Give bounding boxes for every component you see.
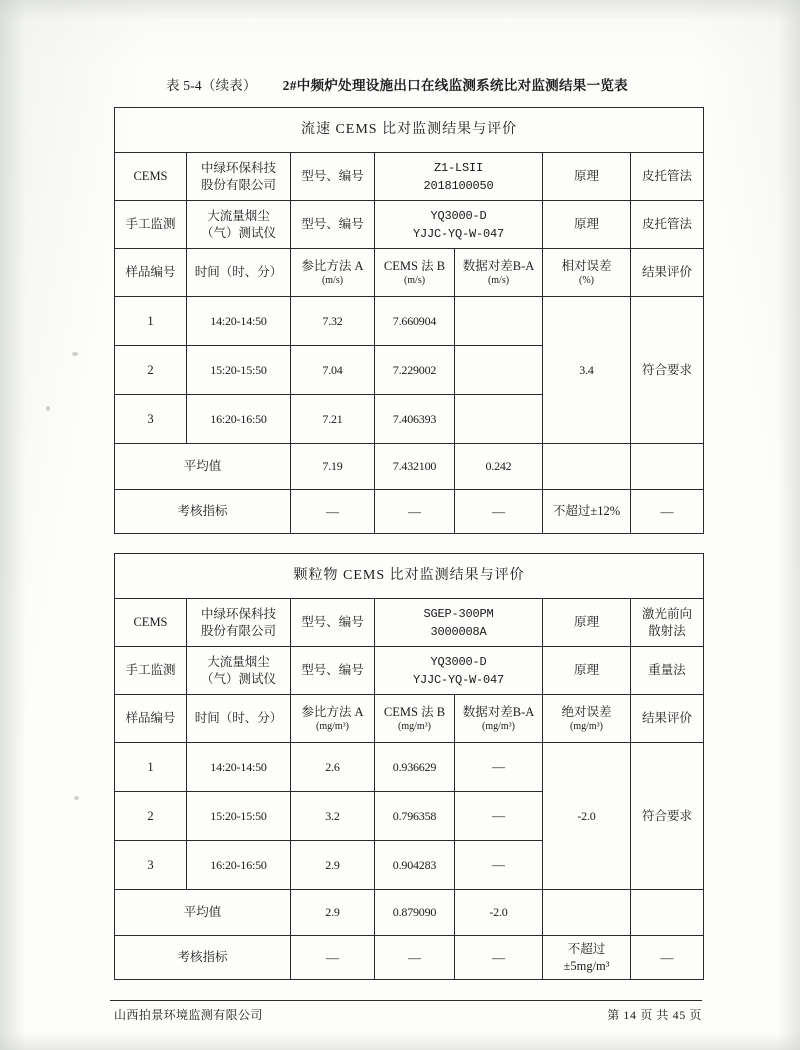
assessment-evaluation: — (631, 490, 704, 534)
col-header-method-b-unit: (mg/m³) (398, 720, 431, 732)
col-header-method-a (291, 249, 375, 297)
cems-principle-value (631, 599, 704, 647)
manual-device (187, 647, 291, 695)
col-header-diff (455, 249, 543, 297)
col-header-evaluation: 结果评价 (631, 695, 704, 743)
col-header-error (543, 249, 631, 297)
average-evaluation-empty (631, 890, 704, 936)
table-row-header (115, 695, 704, 743)
sample-no: 1 (115, 297, 187, 346)
cems-company (187, 153, 291, 201)
col-header-diff-unit: (m/s) (487, 274, 510, 286)
cems-company-line2: 股份有限公司 (200, 177, 276, 192)
value-absolute-error: -2.0 (543, 743, 631, 890)
col-header-diff-text: 数据对差B-A (462, 704, 535, 719)
col-header-method-a-text: 参比方法 A (301, 704, 364, 719)
value-method-a: 7.32 (291, 297, 375, 346)
manual-model-value (375, 647, 543, 695)
col-header-method-b-text: CEMS 法 B (383, 704, 446, 719)
particulate-band-title: 颗粒物 CEMS 比对监测结果与评价 (115, 554, 704, 599)
col-header-method-b-unit: (m/s) (403, 274, 426, 286)
col-header-time: 时间（时、分） (187, 695, 291, 743)
manual-device (187, 201, 291, 249)
value-diff: — (455, 743, 543, 792)
cems-model-value (375, 153, 543, 201)
cems-company-line1: 中绿环保科技 (200, 606, 276, 621)
manual-device-line1: 大流量烟尘 (207, 654, 270, 669)
footer-page-number: 第 14 页 共 45 页 (607, 1008, 702, 1022)
average-method-a: 7.19 (291, 444, 375, 490)
average-error-empty (543, 890, 631, 936)
col-header-diff-text: 数据对差B-A (462, 258, 535, 273)
manual-device-line2: （气）测试仪 (200, 225, 276, 240)
table-row-band-title (115, 108, 704, 153)
col-header-method-b (375, 249, 455, 297)
assessment-method-b: — (375, 936, 455, 980)
sample-time: 16:20-16:50 (187, 841, 291, 890)
average-label: 平均值 (115, 890, 291, 936)
cems-model-line2: 2018100050 (423, 178, 494, 193)
cems-principle-label: 原理 (543, 599, 631, 647)
col-header-sample-no: 样品编号 (115, 695, 187, 743)
sample-time: 15:20-15:50 (187, 346, 291, 395)
value-diff (455, 346, 543, 395)
velocity-cems-table (114, 107, 704, 534)
col-header-method-b-text: CEMS 法 B (383, 258, 446, 273)
col-header-evaluation: 结果评价 (631, 249, 704, 297)
table-row-average (115, 444, 704, 490)
assessment-limit: 不超过±12% (543, 490, 631, 534)
manual-model-label: 型号、编号 (291, 201, 375, 249)
velocity-band-title: 流速 CEMS 比对监测结果与评价 (115, 108, 704, 153)
document-heading (166, 74, 686, 94)
sample-no: 1 (115, 743, 187, 792)
table-row-cems (115, 153, 704, 201)
average-diff: 0.242 (455, 444, 543, 490)
cems-model-line1: Z1-LSII (433, 161, 483, 176)
value-method-a: 7.21 (291, 395, 375, 444)
col-header-method-b (375, 695, 455, 743)
manual-model-line1: YQ3000-D (430, 655, 487, 670)
manual-model-value (375, 201, 543, 249)
cems-label: CEMS (115, 153, 187, 201)
manual-model-line1: YQ3000-D (430, 209, 487, 224)
page-footer (114, 1006, 702, 1023)
particulate-cems-table (114, 553, 704, 980)
value-diff (455, 297, 543, 346)
value-method-a: 2.6 (291, 743, 375, 792)
cems-model-label: 型号、编号 (291, 599, 375, 647)
average-method-a: 2.9 (291, 890, 375, 936)
col-header-method-a-text: 参比方法 A (301, 258, 364, 273)
cems-principle-line1: 激光前向 (642, 606, 693, 621)
table-row (115, 297, 704, 346)
cems-principle-line2: 散射法 (648, 623, 686, 638)
page-title: 2#中频炉处理设施出口在线监测系统比对监测结果一览表 (282, 78, 628, 93)
sample-time: 15:20-15:50 (187, 792, 291, 841)
sample-no: 2 (115, 792, 187, 841)
table-row-assessment (115, 936, 704, 980)
table-row-band-title (115, 554, 704, 599)
assessment-limit: 不超过±5mg/m³ (543, 936, 631, 980)
average-method-b: 0.879090 (375, 890, 455, 936)
value-diff: — (455, 792, 543, 841)
col-header-diff-unit: (mg/m³) (482, 720, 515, 732)
value-method-a: 3.2 (291, 792, 375, 841)
value-method-b: 7.660904 (375, 297, 455, 346)
average-label: 平均值 (115, 444, 291, 490)
value-relative-error: 3.4 (543, 297, 631, 444)
value-diff (455, 395, 543, 444)
average-evaluation-empty (631, 444, 704, 490)
cems-model-value (375, 599, 543, 647)
assessment-method-a: — (291, 936, 375, 980)
manual-label: 手工监测 (115, 201, 187, 249)
manual-model-line2: YJJC-YQ-W-047 (412, 672, 504, 687)
cems-model-line1: SGEP-300PM (423, 607, 494, 622)
table-row-manual (115, 647, 704, 695)
assessment-method-a: — (291, 490, 375, 534)
table-row-cems (115, 599, 704, 647)
col-header-error (543, 695, 631, 743)
sample-time: 16:20-16:50 (187, 395, 291, 444)
col-header-time: 时间（时、分） (187, 249, 291, 297)
manual-model-line2: YJJC-YQ-W-047 (412, 226, 504, 241)
manual-model-label: 型号、编号 (291, 647, 375, 695)
average-error-empty (543, 444, 631, 490)
manual-label: 手工监测 (115, 647, 187, 695)
footer-divider (110, 1000, 702, 1001)
col-header-error-text: 相对误差 (561, 258, 612, 273)
table-row-average (115, 890, 704, 936)
value-method-a: 7.04 (291, 346, 375, 395)
value-method-b: 0.936629 (375, 743, 455, 792)
table-row-header (115, 249, 704, 297)
table-row-assessment (115, 490, 704, 534)
col-header-diff (455, 695, 543, 743)
assessment-evaluation: — (631, 936, 704, 980)
sample-time: 14:20-14:50 (187, 743, 291, 792)
footer-company: 山西拍景环境监测有限公司 (114, 1008, 263, 1022)
col-header-sample-no: 样品编号 (115, 249, 187, 297)
manual-device-line2: （气）测试仪 (200, 671, 276, 686)
value-method-b: 0.904283 (375, 841, 455, 890)
manual-principle-value: 皮托管法 (631, 201, 704, 249)
assessment-diff: — (455, 490, 543, 534)
cems-model-label: 型号、编号 (291, 153, 375, 201)
assessment-method-b: — (375, 490, 455, 534)
sample-no: 3 (115, 841, 187, 890)
cems-principle-value: 皮托管法 (631, 153, 704, 201)
average-method-b: 7.432100 (375, 444, 455, 490)
col-header-error-unit: (%) (579, 274, 594, 286)
col-header-method-a-unit: (m/s) (321, 274, 344, 286)
col-header-error-text: 绝对误差 (561, 704, 612, 719)
value-method-b: 7.406393 (375, 395, 455, 444)
manual-device-line1: 大流量烟尘 (207, 208, 270, 223)
sample-no: 3 (115, 395, 187, 444)
cems-principle-label: 原理 (543, 153, 631, 201)
cems-company (187, 599, 291, 647)
value-method-b: 0.796358 (375, 792, 455, 841)
cems-company-line1: 中绿环保科技 (200, 160, 276, 175)
cems-model-line2: 3000008A (430, 624, 487, 639)
table-number: 表 5-4（续表） (166, 78, 257, 93)
value-evaluation: 符合要求 (631, 743, 704, 890)
value-method-a: 2.9 (291, 841, 375, 890)
assessment-label: 考核指标 (115, 490, 291, 534)
cems-company-line2: 股份有限公司 (200, 623, 276, 638)
assessment-label: 考核指标 (115, 936, 291, 980)
col-header-error-unit: (mg/m³) (570, 720, 603, 732)
average-diff: -2.0 (455, 890, 543, 936)
table-row (115, 743, 704, 792)
cems-label: CEMS (115, 599, 187, 647)
manual-principle-label: 原理 (543, 201, 631, 249)
col-header-method-a (291, 695, 375, 743)
value-method-b: 7.229002 (375, 346, 455, 395)
value-diff: — (455, 841, 543, 890)
value-evaluation: 符合要求 (631, 297, 704, 444)
sample-time: 14:20-14:50 (187, 297, 291, 346)
table-row-manual (115, 201, 704, 249)
assessment-diff: — (455, 936, 543, 980)
col-header-method-a-unit: (mg/m³) (316, 720, 349, 732)
manual-principle-value: 重量法 (631, 647, 704, 695)
sample-no: 2 (115, 346, 187, 395)
manual-principle-label: 原理 (543, 647, 631, 695)
